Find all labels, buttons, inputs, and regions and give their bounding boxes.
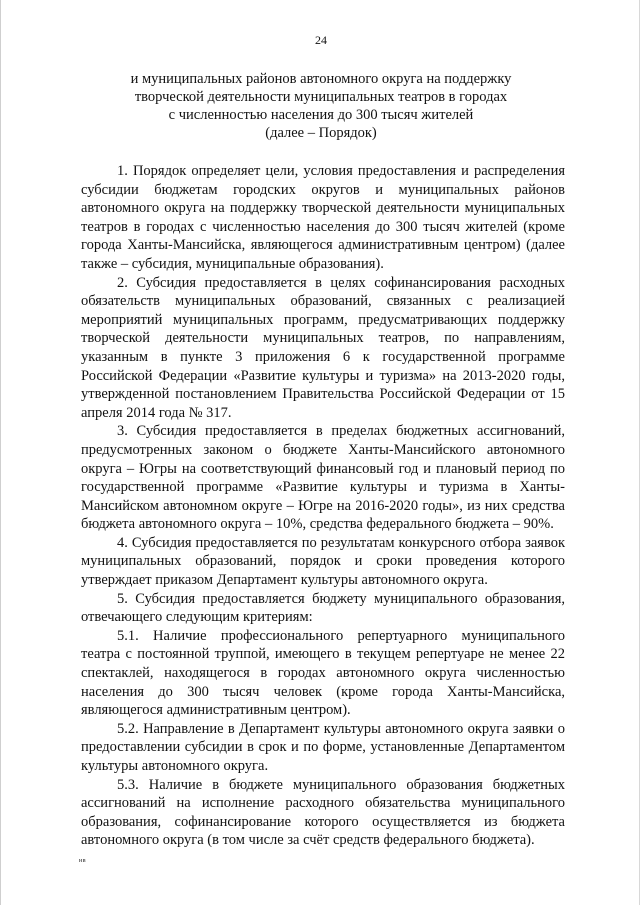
title-line: и муниципальных районов автономного округа на поддержку <box>130 71 512 87</box>
paragraph-2: 2. Субсидия предоставляется в целях софинансирования расходных обязательств муниципальных образований, связанных с реализацией мероприятий муниципальных программ, предусматривающих поддержку творческой деятельности муниципальных театров, по направлениям, указанным в пункте 3 приложения 6 к государственной программе Российской Федерации «Развитие культуры и туризма» на 2013-2020 годы, утвержденной постановлением Правительства Российской Федерации от 15 апреля 2014 года № 317. <box>81 274 565 421</box>
document-body <box>81 162 565 850</box>
document-title <box>81 70 561 142</box>
paragraph-5-3: 5.3. Наличие в бюджете муниципального образования бюджетных ассигнований на исполнение расходного обязательства муниципального образования, софинансирование которого осуществляется из бюджета автономного округа (в том числе за счёт средств федерального бюджета). <box>81 776 565 849</box>
paragraph-5: 5. Субсидия предоставляется бюджету муниципального образования, отвечающего следующим критериям: <box>81 590 565 626</box>
paragraph-3: 3. Субсидия предоставляется в пределах бюджетных ассигнований, предусмотренных законом о бюджете Ханты-Мансийского автономного округа – Югры на соответствующий финансовый год и плановый период по государственной программе «Развитие культуры и туризма в Ханты-Мансийском автономном округе – Югре на 2016-2020 годы», из них средства бюджета автономного округа – 10%, средства федерального бюджета – 90%. <box>81 423 565 533</box>
title-line: творческой деятельности муниципальных театров в городах <box>134 89 508 105</box>
paragraph-4: 4. Субсидия предоставляется по результатам конкурсного отбора заявок муниципальных образований, порядок и сроки проведения которого утверждает приказом Департамент культуры автономного округа. <box>81 534 565 589</box>
paragraph-1: 1. Порядок определяет цели, условия предоставления и распределения субсидии бюджетам городских округов и муниципальных районов автономного округа на поддержку творческой деятельности муниципальных театров в городах с численностью населения до 300 тысяч жителей (кроме города Ханты-Мансийска, являющегося административным центром) (далее также – субсидия, муниципальные образования). <box>81 163 565 272</box>
footer-mark: нв <box>79 858 87 864</box>
title-line: с численностью населения до 300 тысяч жителей <box>168 107 474 123</box>
title-line: (далее – Порядок) <box>265 125 377 141</box>
page-number: 24 <box>315 33 327 47</box>
paragraph-5-1: 5.1. Наличие профессионального репертуарного муниципального театра с постоянной труппой, имеющего в текущем репертуаре не менее 22 спектаклей, находящегося в городах автономного округа численностью населения до 300 тысяч человек (кроме города Ханты-Мансийска, являющегося административным центром). <box>81 627 565 719</box>
paragraph-5-2: 5.2. Направление в Департамент культуры автономного округа заявки о предоставлении субсидии в срок и по форме, установленные Департаментом культуры автономного округа. <box>81 720 565 774</box>
